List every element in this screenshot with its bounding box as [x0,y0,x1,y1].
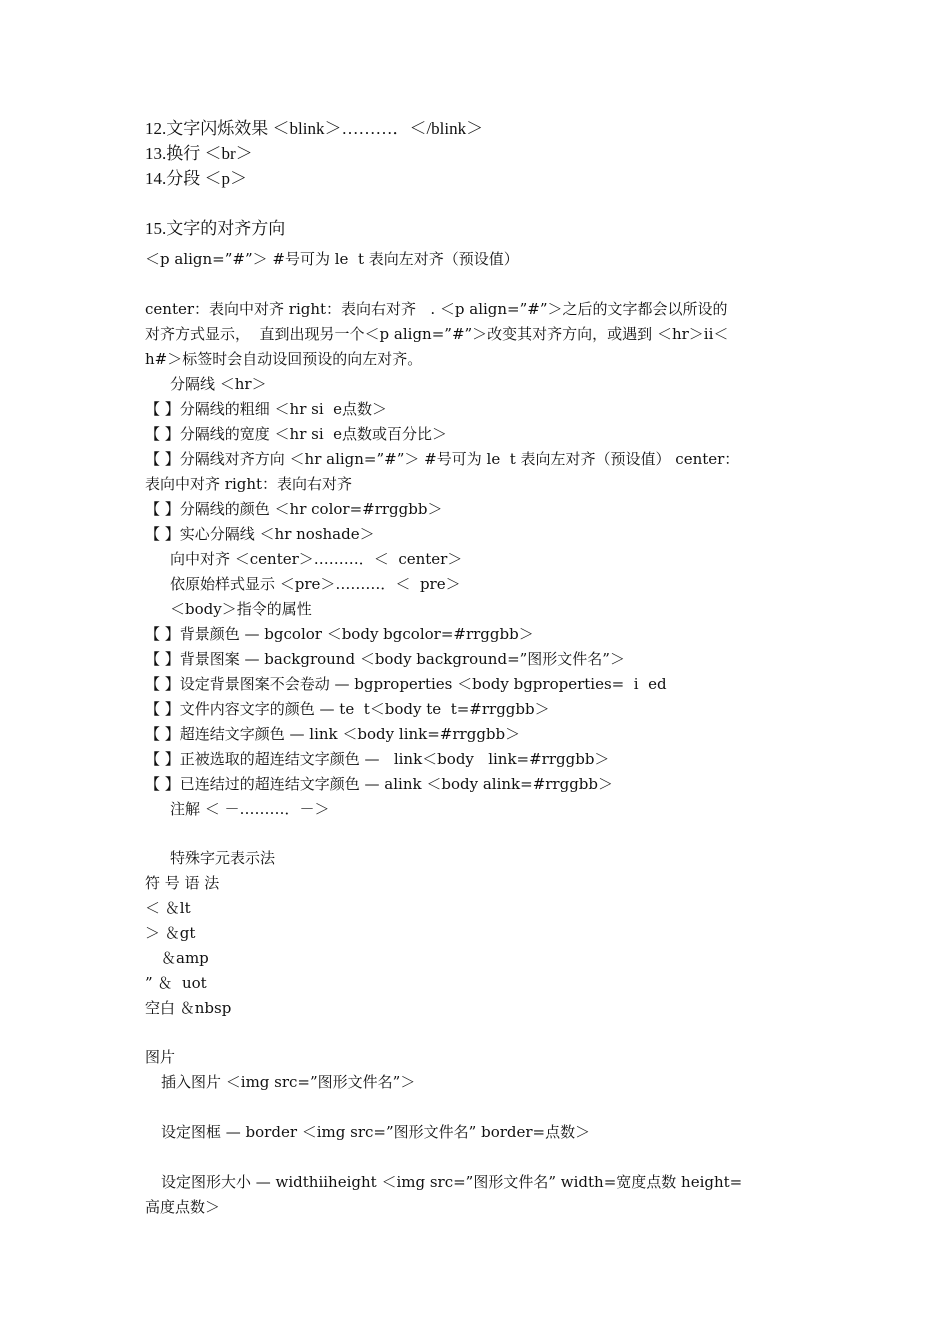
special-char-quot: ” ＆ uot [145,974,207,992]
images-heading: 图片 [145,1048,176,1066]
body-background: 【 】背景图案 — background ＜body background=”图形文件名”＞ [145,650,625,668]
special-char-amp: ＆amp [161,949,209,967]
special-char-lt: ＜ ＆lt [145,899,191,917]
hr-align-cont: 表向中对齐 right：表向右对齐 [145,475,353,493]
special-char-nbsp: 空白 ＆nbsp [145,999,232,1017]
special-char-gt: ＞ ＆gt [145,924,196,942]
hr-size: 【 】分隔线的粗细 ＜hr si e点数＞ [145,400,388,418]
special-chars-header: 符 号 语 法 [145,874,220,892]
item-12-blink: 12.文字闪烁效果 ＜blink＞………．＜/blink＞ [145,119,484,138]
align-explain-line: 对齐方式显示， 直到出现另一个＜p align=”#”＞改变其对齐方向，或遇到 ＜hr＞ii＜ [145,325,729,343]
img-border: 设定图框 — border ＜img src=”图形文件名” border=点数＞ [161,1123,591,1141]
comment-tag: 注解 ＜ －………．－＞ [170,800,330,818]
body-link: 【 】超连结文字颜色 — link ＜body link=#rrggbb＞ [145,725,521,743]
hr-align: 【 】分隔线对齐方向 ＜hr align=”#”＞ #号可为 le t 表向左对齐（预设值） center： [145,450,740,468]
hr-width: 【 】分隔线的宽度 ＜hr si e点数或百分比＞ [145,425,448,443]
item-13-br: 13.换行 ＜br＞ [145,144,253,163]
item-14-p: 14.分段 ＜p＞ [145,169,247,188]
hr-color: 【 】分隔线的颜色 ＜hr color=#rrggbb＞ [145,500,443,518]
pre-tag: 依原始样式显示 ＜pre＞………．＜ pre＞ [170,575,461,593]
body-attrs-heading: ＜body＞指令的属性 [170,600,312,618]
body-text: 【 】文件内容文字的颜色 — te t＜body te t=#rrggbb＞ [145,700,550,718]
img-insert: 插入图片 ＜img src=”图形文件名”＞ [161,1073,416,1091]
body-bgcolor: 【 】背景颜色 — bgcolor ＜body bgcolor=#rrggbb＞ [145,625,534,643]
special-chars-heading: 特殊字元表示法 [170,849,276,867]
body-bgproperties: 【 】设定背景图案不会卷动 — bgproperties ＜body bgproperties= i ed [145,675,667,693]
align-explain-line-2: h#＞标签时会自动设回预设的向左对齐。 [145,350,423,368]
body-vlink: 【 】正被选取的超连结文字颜色 — link＜body link=#rrggbb＞ [145,750,610,768]
body-alink: 【 】已连结过的超连结文字颜色 — alink ＜body alink=#rrggbb＞ [145,775,614,793]
img-size: 设定图形大小 — widthiiheight ＜img src=”图形文件名” width=宽度点数 height= [161,1173,743,1191]
p-align-line: ＜p align=”#”＞ #号可为 le t 表向左对齐（预设值） [145,250,519,268]
center-tag: 向中对齐 ＜center＞………．＜ center＞ [170,550,463,568]
hr-heading: 分隔线 ＜hr＞ [170,375,267,393]
center-right-line: center：表向中对齐 right：表向右对齐 . ＜p align=”#”＞之后的文字都会以所设的 [145,300,728,318]
img-size-cont: 高度点数＞ [145,1198,221,1216]
hr-noshade: 【 】实心分隔线 ＜hr noshade＞ [145,525,375,543]
item-15-heading: 15.文字的对齐方向 [145,219,286,238]
